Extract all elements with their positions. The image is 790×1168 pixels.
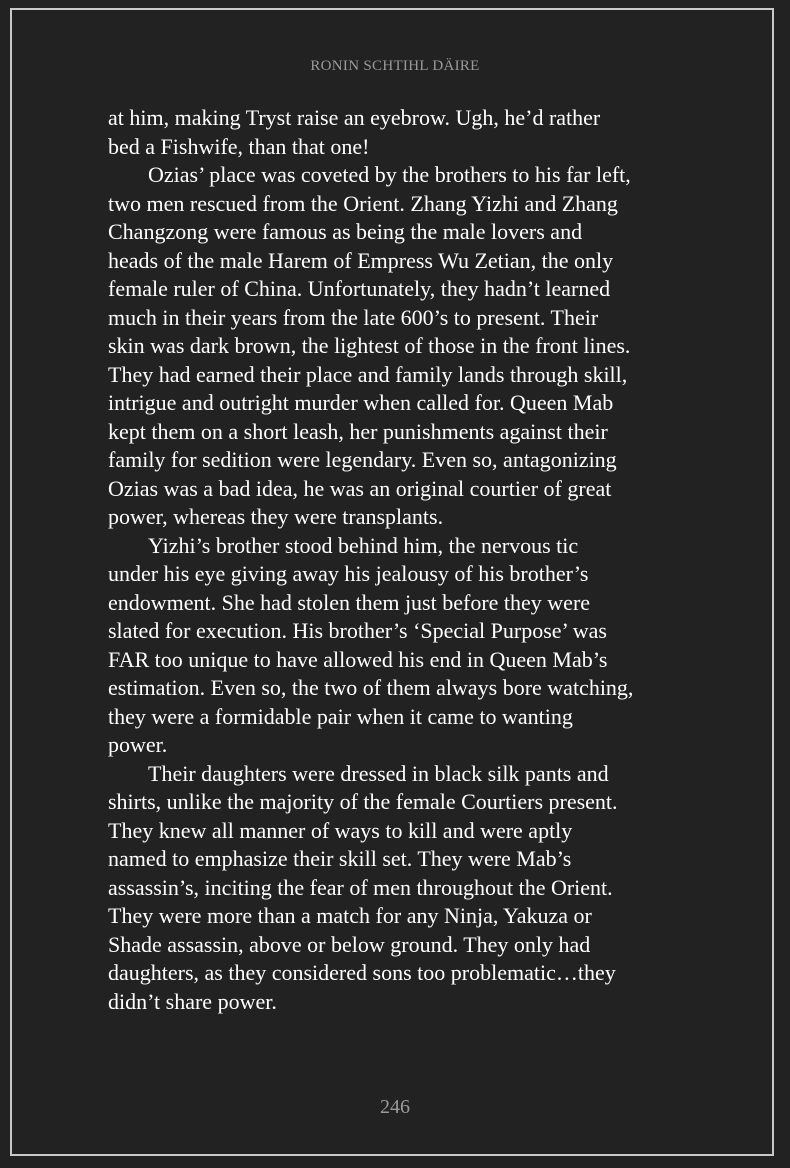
paragraph-1: at him, making Tryst raise an eyebrow. Ugh, he’d rather bed a Fishwife, than that one!	[108, 105, 601, 159]
page-body	[108, 104, 708, 1016]
page-number: 246	[380, 1096, 410, 1118]
running-head: RONIN SCHTIHL DÄIRE	[310, 58, 480, 74]
paragraph-4: Their daughters were dressed in black silk pants and shirts, unlike the majority of the female Courtiers present. They knew all manner of ways to kill and were aptly named to emphasize their skill set. They were Mab’s assassin’s, inciting the fear of men throughout the Orient. They were more than a match for any Ninja, Yakuza or Shade assassin, above or below ground. They only had daughters, as they considered sons too problematic…they didn’t share power.	[108, 760, 618, 1014]
paragraph-2: Ozias’ place was coveted by the brothers to his far left, two men rescued from the Orient. Zhang Yizhi and Zhang Changzong were famous as being the male lovers and heads of the male Harem of Empress Wu Zetian, the only female ruler of China. Unfortunately, they hadn’t learned much in their years from the late 600’s to present. Their skin was dark brown, the lightest of those in the front lines. They had earned their place and family lands through skill, intrigue and outright murder when called for. Queen Mab kept them on a short leash, her punishments against their family for sedition were legendary. Even so, antagonizing Ozias was a bad idea, he was an original courtier of great power, whereas they were transplants.	[108, 162, 631, 529]
paragraph-3: Yizhi’s brother stood behind him, the nervous tic under his eye giving away his jealousy of his brother’s endowment. She had stolen them just before they were slated for execution. His brother’s ‘Special Purpose’ was FAR too unique to have allowed his end in Queen Mab’s estimation. Even so, the two of them always bore watching, they were a formidable pair when it came to wanting power.	[108, 532, 634, 757]
